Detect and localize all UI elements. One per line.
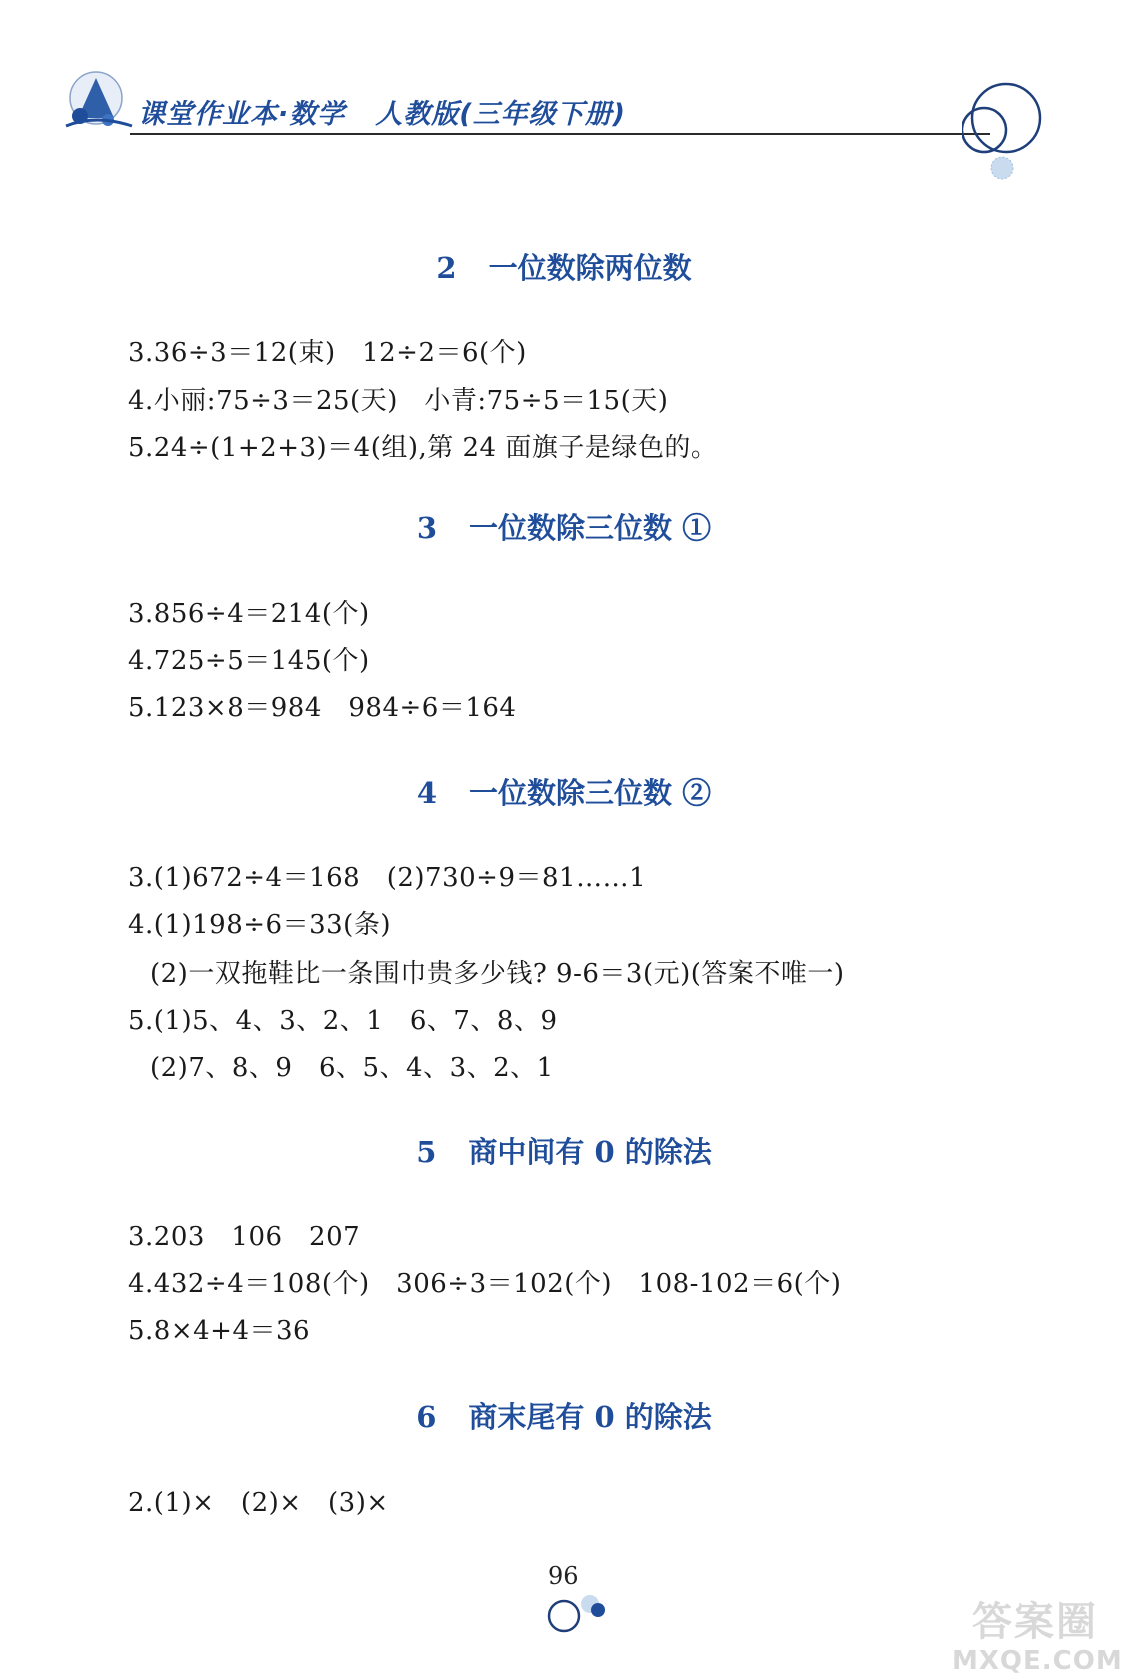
answer-line: 4.小丽:75÷3＝25(天) 小青:75÷5＝15(天) xyxy=(128,386,669,416)
answer-line: 5.24÷(1+2+3)＝4(组),第 24 面旗子是绿色的。 xyxy=(128,433,718,463)
answer-line: 4.432÷4＝108(个) 306÷3＝102(个) 108-102＝6(个) xyxy=(128,1269,842,1299)
section-number: 5 xyxy=(416,1135,437,1169)
book-logo-icon xyxy=(58,68,138,136)
answer-line: (2)一双拖鞋比一条围巾贵多少钱? 9-6＝3(元)(答案不唯一) xyxy=(150,959,845,989)
footer-circles-icon xyxy=(540,1586,620,1636)
watermark xyxy=(930,1590,1128,1680)
answer-line: 5.(1)5、4、3、2、1 6、7、8、9 xyxy=(128,1006,558,1036)
section-title xyxy=(0,1395,1128,1436)
section-number: 4 xyxy=(416,776,438,810)
answer-line: 2.(1)× (2)× (3)× xyxy=(128,1488,389,1518)
section-heading: 商末尾有 0 的除法 xyxy=(468,1400,712,1434)
answer-line: 3.856÷4＝214(个) xyxy=(128,599,370,629)
answer-line: 3.203 106 207 xyxy=(128,1222,361,1252)
section-heading: 一位数除三位数 ① xyxy=(469,511,712,545)
section-title xyxy=(0,771,1128,812)
answer-line: 4.725÷5＝145(个) xyxy=(128,646,370,676)
answer-line: 5.8×4+4＝36 xyxy=(128,1316,311,1346)
section-number: 2 xyxy=(436,251,457,285)
edition-label: 人教版(三年级下册) xyxy=(375,99,626,130)
watermark-url: MXQE.COM xyxy=(952,1646,1123,1676)
answer-line: 3.(1)672÷4＝168 (2)730÷9＝81……1 xyxy=(128,863,647,893)
answer-line: 5.123×8＝984 984÷6＝164 xyxy=(128,693,517,723)
section-title xyxy=(0,1130,1128,1171)
section-number: 3 xyxy=(416,511,438,545)
book-name: 课堂作业本·数学 xyxy=(138,99,346,130)
answer-line: (2)7、8、9 6、5、4、3、2、1 xyxy=(150,1053,554,1083)
rings-decoration-icon xyxy=(962,76,1062,186)
watermark-brand: 答案圈 xyxy=(972,1599,1098,1645)
header-title xyxy=(138,92,626,131)
answer-line: 4.(1)198÷6＝33(条) xyxy=(128,910,391,940)
section-title xyxy=(0,506,1128,547)
section-heading: 一位数除三位数 ② xyxy=(469,776,712,810)
header-divider xyxy=(130,133,990,135)
section-heading: 一位数除两位数 xyxy=(488,251,692,285)
page-number: 96 xyxy=(548,1562,579,1590)
section-number: 6 xyxy=(416,1400,437,1434)
section-title xyxy=(0,246,1128,287)
section-heading: 商中间有 0 的除法 xyxy=(468,1135,712,1169)
answer-line: 3.36÷3＝12(束) 12÷2＝6(个) xyxy=(128,338,527,368)
page-header xyxy=(0,0,1128,190)
